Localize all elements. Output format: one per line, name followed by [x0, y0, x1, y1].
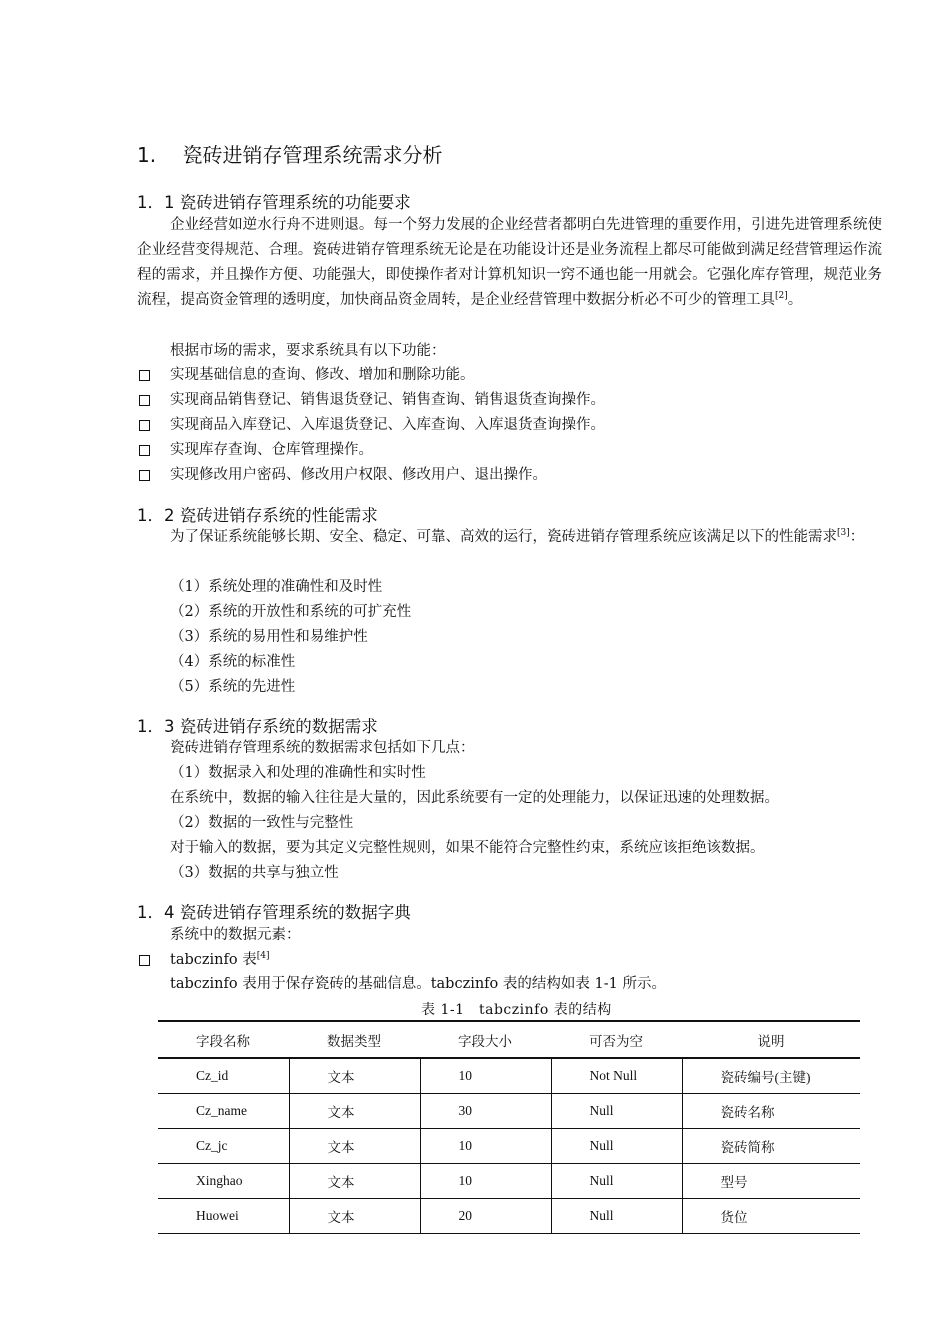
- checkbox-bullet-icon: [139, 370, 150, 381]
- list-item: 实现修改用户密码、修改用户权限、修改用户、退出操作。: [170, 467, 547, 483]
- table-cell: Huowei: [158, 1199, 289, 1234]
- list-item: 实现商品销售登记、销售退货登记、销售查询、销售退货查询操作。: [170, 392, 605, 408]
- table-cell: Xinghao: [158, 1164, 289, 1199]
- table-cell: Null: [551, 1094, 682, 1129]
- list-item: 实现基础信息的查询、修改、增加和删除功能。: [170, 367, 475, 383]
- paragraph-intro-text: 企业经营如逆水行舟不进则退。每一个努力发展的企业经营者都明白先进管理的重要作用，引进先进管理系统使企业经营变得规范、合理。瓷砖进销存管理系统无论是在功能设计还是业务流程上都尽可能做到满足经营管理运作流程的需求，并且操作方便、功能强大，即使操作者对计算机知识一窍不通也能一用就会。它强化库存管理，规范业务流程，提高资金管理的透明度，加快商品资金周转，是企业经营管理中数据分析必不可少的管理工具: [137, 217, 882, 308]
- page-title: 1. 瓷砖进销存管理系统需求分析: [137, 143, 443, 167]
- list-item: （3）系统的易用性和易维护性: [170, 629, 368, 645]
- list-item: 实现库存查询、仓库管理操作。: [170, 442, 373, 458]
- table-name: tabczinfo 表: [170, 952, 257, 968]
- table-cell: 文本: [289, 1094, 420, 1129]
- checkbox-bullet-icon: [139, 420, 150, 431]
- table-cell: Null: [551, 1199, 682, 1234]
- list-item: （4）系统的标准性: [170, 654, 296, 670]
- list-item: （5）系统的先进性: [170, 679, 296, 695]
- citation-ref: [4]: [256, 951, 270, 961]
- paragraph-text: 对于输入的数据，要为其定义完整性规则，如果不能符合完整性约束，系统应该拒绝该数据。: [170, 840, 765, 856]
- table-cell: 文本: [289, 1129, 420, 1164]
- column-header: 字段大小: [420, 1021, 551, 1058]
- column-header: 可否为空: [551, 1021, 682, 1058]
- table-description: tabczinfo 表用于保存瓷砖的基础信息。tabczinfo 表的结构如表 1-1 所示。: [170, 976, 666, 992]
- checkbox-bullet-icon: [139, 955, 150, 966]
- list-item: [170, 948, 269, 973]
- column-header: 说明: [682, 1021, 860, 1058]
- table-cell: 文本: [289, 1058, 420, 1094]
- table-cell: 型号: [682, 1164, 860, 1199]
- section-title-1-1: 1．1 瓷砖进销存管理系统的功能要求: [137, 193, 411, 212]
- table-cell: Not Null: [551, 1058, 682, 1094]
- checkbox-bullet-icon: [139, 395, 150, 406]
- paragraph-end: ：: [849, 529, 865, 545]
- citation-ref: [3]: [837, 528, 850, 538]
- table-row: [158, 1164, 860, 1199]
- table-cell: 10: [420, 1058, 551, 1094]
- column-header: 数据类型: [289, 1021, 420, 1058]
- checkbox-bullet-icon: [139, 470, 150, 481]
- function-lead: 根据市场的需求，要求系统具有以下功能：: [170, 343, 446, 359]
- table-cell: 文本: [289, 1199, 420, 1234]
- table-row: [158, 1199, 860, 1234]
- table-cell: Null: [551, 1164, 682, 1199]
- list-item: （3）数据的共享与独立性: [170, 865, 339, 881]
- table-cell: 瓷砖名称: [682, 1094, 860, 1129]
- data-dict-intro: 系统中的数据元素：: [170, 927, 301, 943]
- column-header: 字段名称: [158, 1021, 289, 1058]
- performance-paragraph-text: 为了保证系统能够长期、安全、稳定、可靠、高效的运行，瓷砖进销存管理系统应该满足以下的性能需求: [170, 529, 837, 545]
- table-cell: 文本: [289, 1164, 420, 1199]
- section-title-1-3: 1．3 瓷砖进销存系统的数据需求: [137, 717, 378, 736]
- section-title-1-4: 1．4 瓷砖进销存管理系统的数据字典: [137, 903, 411, 922]
- citation-ref: [2]: [775, 291, 788, 301]
- paragraph-text: 在系统中，数据的输入往往是大量的，因此系统要有一定的处理能力，以保证迅速的处理数据。: [170, 790, 779, 806]
- data-dictionary-table: [158, 1020, 860, 1234]
- table-cell: 货位: [682, 1199, 860, 1234]
- list-item: 实现商品入库登记、入库退货登记、入库查询、入库退货查询操作。: [170, 417, 605, 433]
- table-row: [158, 1058, 860, 1094]
- table-cell: 30: [420, 1094, 551, 1129]
- table-cell: Cz_jc: [158, 1129, 289, 1164]
- table-cell: 瓷砖编号(主键): [682, 1058, 860, 1094]
- paragraph-intro: [137, 213, 882, 313]
- table-row: [158, 1094, 860, 1129]
- list-item: （1）系统处理的准确性和及时性: [170, 579, 383, 595]
- list-item: （2）数据的一致性与完整性: [170, 815, 354, 831]
- table-cell: Null: [551, 1129, 682, 1164]
- table-cell: Cz_id: [158, 1058, 289, 1094]
- table-header-row: [158, 1021, 860, 1058]
- table-caption: 表 1-1 tabczinfo 表的结构: [421, 1002, 612, 1018]
- checkbox-bullet-icon: [139, 445, 150, 456]
- table-row: [158, 1129, 860, 1164]
- table-cell: 10: [420, 1164, 551, 1199]
- data-intro: 瓷砖进销存管理系统的数据需求包括如下几点：: [170, 740, 475, 756]
- list-item: （2）系统的开放性和系统的可扩充性: [170, 604, 412, 620]
- table-cell: Cz_name: [158, 1094, 289, 1129]
- section-title-1-2: 1．2 瓷砖进销存系统的性能需求: [137, 506, 378, 525]
- performance-paragraph: [137, 525, 882, 550]
- table-cell: 瓷砖简称: [682, 1129, 860, 1164]
- table-cell: 10: [420, 1129, 551, 1164]
- list-item: （1）数据录入和处理的准确性和实时性: [170, 765, 426, 781]
- paragraph-end: 。: [787, 292, 803, 308]
- table-cell: 20: [420, 1199, 551, 1234]
